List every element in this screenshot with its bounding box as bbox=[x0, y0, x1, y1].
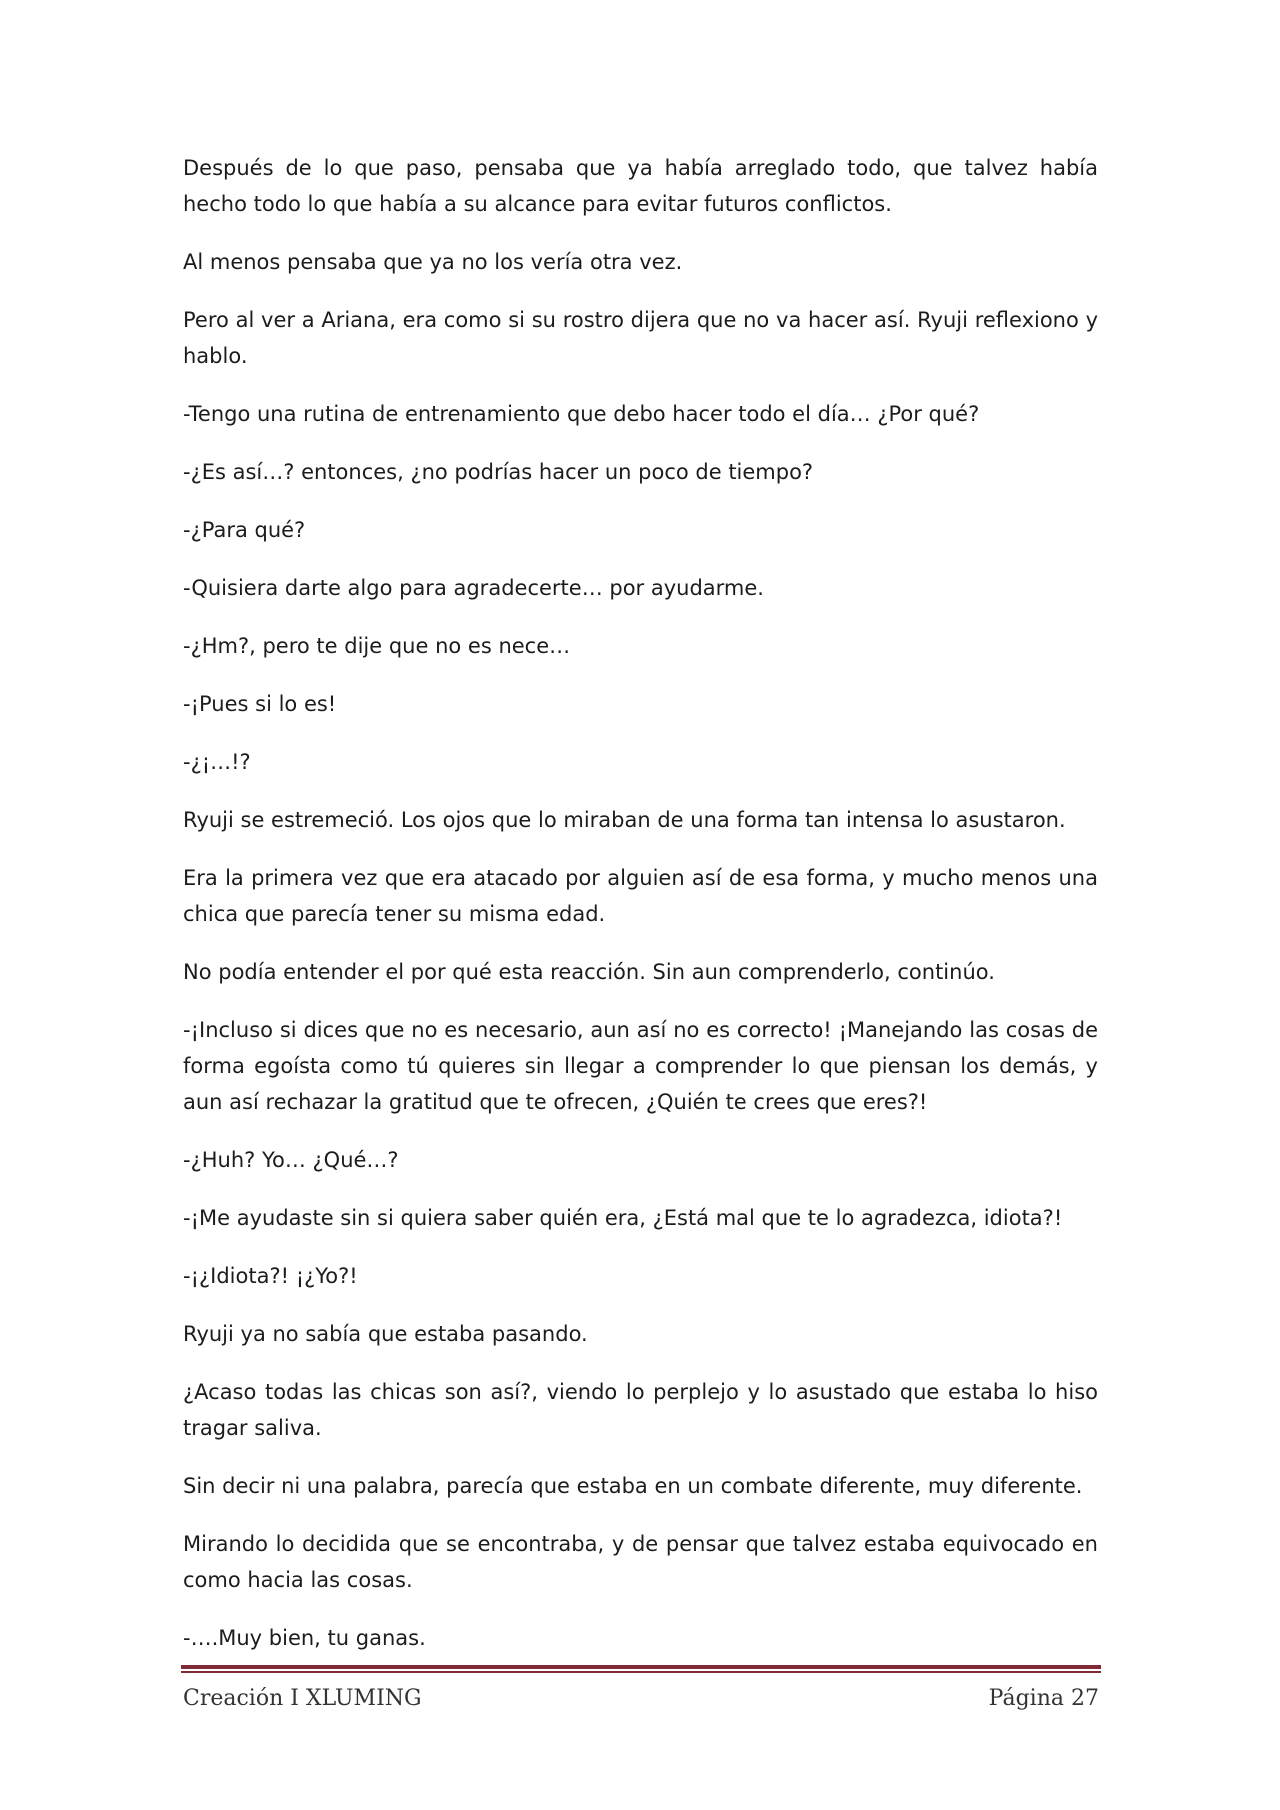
paragraph: -¡Pues si lo es! bbox=[183, 692, 337, 716]
paragraph: -¿¡…!? bbox=[183, 750, 251, 774]
paragraph: ¿Acaso todas las chicas son así?, viendo lo perplejo y lo asustado que estaba lo hiso tragar saliva. bbox=[183, 1380, 1098, 1440]
paragraph: -¡¿Idiota?! ¡¿Yo?! bbox=[183, 1264, 358, 1288]
paragraph: -¿Hm?, pero te dije que no es nece… bbox=[183, 634, 571, 658]
footer-rule-thick bbox=[181, 1665, 1101, 1669]
paragraph: -¡Me ayudaste sin si quiera saber quién era, ¿Está mal que te lo agradezca, idiota?! bbox=[183, 1206, 1063, 1230]
body-text bbox=[183, 150, 1098, 1678]
paragraph: -¡Incluso si dices que no es necesario, aun así no es correcto! ¡Manejando las cosas de forma egoísta como tú quieres sin llegar a comprender lo que piensan los demás, y aun así rechazar la gratitud que te ofrecen, ¿Quién te crees que eres?! bbox=[183, 1018, 1098, 1114]
paragraph: -¿Para qué? bbox=[183, 518, 306, 542]
paragraph: Pero al ver a Ariana, era como si su rostro dijera que no va hacer así. Ryuji reflexiono y hablo. bbox=[183, 308, 1098, 368]
paragraph: -Tengo una rutina de entrenamiento que debo hacer todo el día… ¿Por qué? bbox=[183, 402, 980, 426]
paragraph: -¿Huh? Yo… ¿Qué…? bbox=[183, 1148, 399, 1172]
paragraph: -….Muy bien, tu ganas. bbox=[183, 1626, 426, 1650]
footer-rule-thin bbox=[181, 1671, 1101, 1673]
paragraph: -Quisiera darte algo para agradecerte… por ayudarme. bbox=[183, 576, 764, 600]
paragraph: Ryuji se estremeció. Los ojos que lo miraban de una forma tan intensa lo asustaron. bbox=[183, 808, 1066, 832]
paragraph: Mirando lo decidida que se encontraba, y de pensar que talvez estaba equivocado en como hacia las cosas. bbox=[183, 1532, 1098, 1592]
paragraph: Era la primera vez que era atacado por alguien así de esa forma, y mucho menos una chica que parecía tener su misma edad. bbox=[183, 866, 1098, 926]
footer-author: Creación I XLUMING bbox=[183, 1685, 422, 1711]
paragraph: Después de lo que paso, pensaba que ya había arreglado todo, que talvez había hecho todo lo que había a su alcance para evitar futuros conflictos. bbox=[183, 156, 1098, 216]
footer-page-number: Página 27 bbox=[988, 1685, 1099, 1711]
paragraph: Ryuji ya no sabía que estaba pasando. bbox=[183, 1322, 588, 1346]
paragraph: Sin decir ni una palabra, parecía que estaba en un combate diferente, muy diferente. bbox=[183, 1474, 1083, 1498]
paragraph: Al menos pensaba que ya no los vería otra vez. bbox=[183, 250, 683, 274]
page-footer bbox=[183, 1680, 1099, 1716]
paragraph: -¿Es así…? entonces, ¿no podrías hacer un poco de tiempo? bbox=[183, 460, 814, 484]
paragraph: No podía entender el por qué esta reacción. Sin aun comprenderlo, continúo. bbox=[183, 960, 995, 984]
